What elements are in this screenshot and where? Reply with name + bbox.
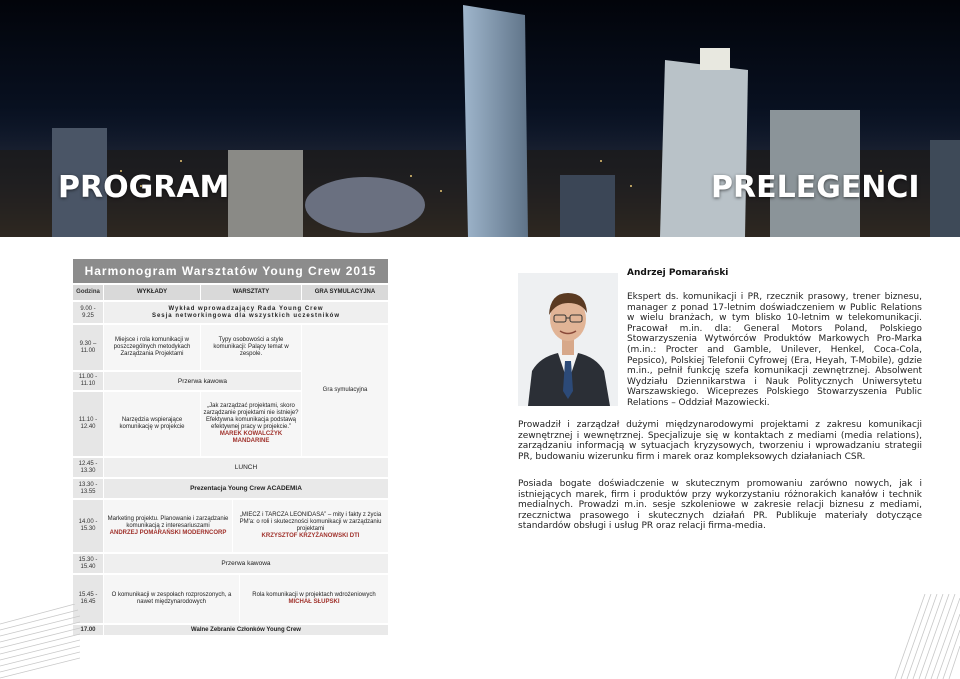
break-cell: Przerwa kawowa [104, 554, 388, 573]
column-header-lectures: WYKŁADY [104, 285, 200, 300]
speaker-bio-paragraph: Posiada bogate doświadczenie w skutecznym promowaniu zarówno nowych, jak i istniejących marek, firm i produktów przy wykorzystaniu różnorakich kanałów i technik medialnych. Prowadzi m.in. sesje szkoleniowe w zakresie relacji biznesu z mediami, rzecznictwa prasowego i skutecznych działań PR. Publikuje materiały dotyczące standardów obsługi i usług PR oraz relacji firma-media. [518, 479, 922, 532]
decorative-hatching-right [885, 594, 960, 679]
time-cell: 14.00 - 15.30 [73, 500, 103, 552]
table-row [73, 458, 388, 477]
column-header-time: Godzina [73, 285, 103, 300]
program-heading: PROGRAM [58, 170, 230, 205]
time-cell: 15.30 - 15.40 [73, 554, 103, 573]
opening-line-2: Sesja networkingowa dla wszystkich uczestników [151, 312, 341, 319]
speaker-label: MAREK KOWALCZYK MANDARINE [219, 431, 283, 444]
opening-cell [104, 302, 388, 323]
time-cell: 11.10 - 12.40 [73, 392, 103, 456]
speaker-portrait-image [518, 273, 618, 406]
workshop-text: „Jak zarządzać projektami, skoro zarządzanie projektami nie istnieje? Efektywna komunikacja podstawą efektywnej pracy w projekcie.” [203, 403, 299, 430]
speaker-photo [518, 273, 618, 406]
assembly-cell: Walne Zebranie Członków Young Crew [104, 625, 388, 635]
lecture-cell [104, 500, 232, 552]
decorative-hatching-left [0, 604, 80, 679]
lecture-cell: Narzędzia wspierające komunikację w projekcie [104, 392, 200, 456]
workshop-text: „MIECZ i TARCZA LEONIDASA” – mity i fakty z życia PM'a: o roli i skuteczności komunikacji w zarządzaniu projektami [239, 512, 382, 532]
workshop-cell: Typy osobowości a style komunikacji: Palący temat w zespole. [201, 325, 301, 370]
lecture-text: Marketing projektu. Planowanie i zarządzanie komunikacją z interesariuszami [107, 515, 229, 529]
time-cell: 9.00 - 9.25 [73, 302, 103, 323]
table-row [73, 392, 388, 456]
table-row [73, 575, 388, 623]
workshop-cell [201, 392, 301, 456]
opening-line-1: Wykład wprowadzający Rada Young Crew [168, 305, 324, 312]
speaker-bio-intro: Ekspert ds. komunikacji i PR, rzecznik prasowy, trener biznesu, manager z ponad 17-letnim doświadczeniem w Public Relations w wielu branżach, w tym blisko 10-letnim w telekomunikacji. Pracował m.in. dla: General Motors Poland, Polskiego Stowarzyszenia Wytwórców Produktów Markowych Pro-Marka (m.in.: Procter and Gamble, Unilever, Henkel, Coca-Cola, Pepsico), Polskiej Telefonii Cyfrowej (Era, Heyah, T-Mobile), gdzie m.in., pełnił funkcję szefa komunikacji zewnętrznej. Absolwent Wydziału Dziennikarstwa i Nauk Politycznych Uniwersytetu Warszawskiego. Wiceprezes Polskiego Stowarzyszenia Public Relations – Oddział Mazowiecki. [627, 292, 922, 408]
schedule-title: Harmonogram Warsztatów Young Crew 2015 [73, 259, 388, 283]
time-cell: 11.00 - 11.10 [73, 372, 103, 390]
lunch-cell: LUNCH [104, 458, 388, 477]
table-row [73, 554, 388, 573]
schedule-table [73, 259, 388, 635]
game-cell: Gra symulacyjna [302, 325, 388, 456]
table-row [73, 625, 388, 635]
workshop-text: Rola komunikacji w projektach wdrożeniowych [252, 592, 376, 598]
table-row [73, 302, 388, 323]
city-night-banner [0, 0, 960, 237]
speaker-label: MICHAŁ SŁUPSKI [288, 599, 340, 605]
presentation-cell: Prezentacja Young Crew ACADEMIA [104, 479, 388, 498]
workshop-cell [240, 575, 388, 623]
table-row [73, 479, 388, 498]
column-header-game: GRA SYMULACYJNA [302, 285, 388, 300]
time-cell: 12.45 - 13.30 [73, 458, 103, 477]
break-cell: Przerwa kawowa [104, 372, 301, 390]
time-cell: 17.00 [73, 625, 103, 635]
workshop-cell [233, 500, 388, 552]
speaker-label: ANDRZEJ POMARAŃSKI MODERNCORP [109, 529, 227, 536]
column-header-workshops: WARSZTATY [201, 285, 301, 300]
table-row [73, 500, 388, 552]
speaker-label: KRZYSZTOF KRZYŻANOWSKI DTI [261, 533, 360, 539]
time-cell: 15.45 - 16.45 [73, 575, 103, 623]
table-header-row [73, 285, 388, 300]
speaker-bio-paragraph: Prowadził i zarządzał dużymi międzynarodowymi projektami z zakresu komunikacji zewnętrznej i wewnętrznej. Specjalizuje się w kontaktach z mediami (media relations), zarządzaniu informacją w sytuacjach kryzysowych, tworzeniu i wprowadzaniu strategii PR, budowaniu wizerunku firm i marek oraz kompleksowych działaniach CSR. [518, 420, 922, 462]
speakers-heading: PRELEGENCI [711, 170, 920, 205]
lecture-cell: Miejsce i rola komunikacji w poszczególnych metodykach Zarządzania Projektami [104, 325, 200, 370]
time-cell: 13.30 - 13.55 [73, 479, 103, 498]
speaker-name: Andrzej Pomarański [627, 268, 729, 278]
table-row [73, 372, 388, 390]
time-cell: 9.30 – 11.00 [73, 325, 103, 370]
lecture-cell: O komunikacji w zespołach rozproszonych, a nawet międzynarodowych [104, 575, 239, 623]
